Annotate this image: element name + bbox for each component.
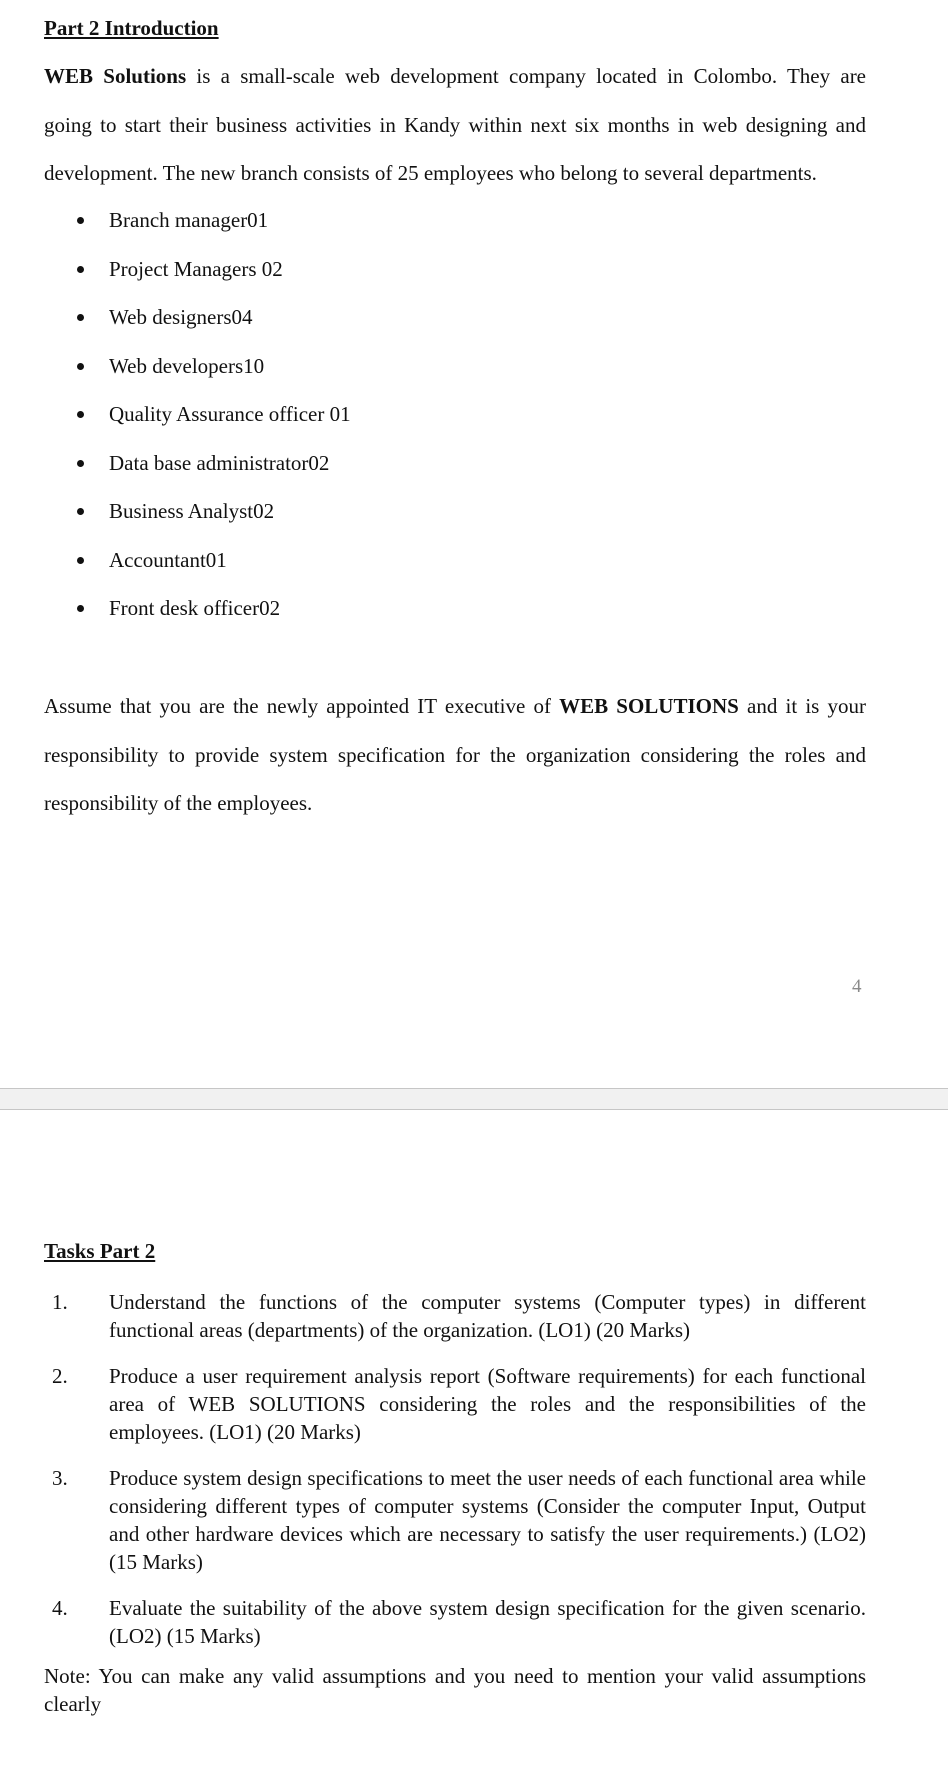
task-text: Produce system design specifications to meet the user needs of each functional area while considering different types of computer systems (Consider the computer Input, Output and other hardware devices which are necessary to satisfy the user requirements.) (LO2) (15 Marks): [109, 1466, 866, 1574]
page-number: 4: [852, 976, 862, 997]
tasks-list: [0, 1288, 866, 1668]
bullet-icon: [77, 605, 84, 612]
task-number: 3.: [52, 1466, 68, 1490]
section-heading-introduction: Part 2 Introduction: [44, 16, 219, 40]
task-number: 1.: [52, 1290, 68, 1314]
bullet-icon: [77, 266, 84, 273]
assume-line-3: responsibility of the employees.: [44, 791, 313, 815]
intro-line-1: WEB Solutions is a small-scale web development company located in Colombo. They are: [44, 64, 867, 88]
task-number: 2.: [52, 1364, 68, 1388]
list-item: [0, 1594, 866, 1650]
intro-paragraph: [44, 64, 866, 210]
bullet-icon: [77, 460, 84, 467]
page-separator: [0, 1088, 948, 1110]
bullet-icon: [77, 411, 84, 418]
intro-line-3: development. The new branch consists of 25 employees who belong to several departments.: [44, 161, 817, 185]
bullet-icon: [77, 557, 84, 564]
bullet-icon: [77, 363, 84, 370]
assumption-paragraph: [44, 694, 866, 840]
task-text: Produce a user requirement analysis report (Software requirements) for each functional area of WEB SOLUTIONS considering the roles and the responsibilities of the employees. (LO1) (20 Marks): [109, 1364, 866, 1444]
intro-line-2: going to start their business activities in Kandy within next six months in web designing and: [44, 112, 866, 137]
company-name-caps: WEB SOLUTIONS: [559, 694, 739, 718]
bullet-icon: [77, 314, 84, 321]
assumptions-note: Note: You can make any valid assumptions and you need to mention your valid assumptions clearly: [44, 1664, 866, 1716]
task-text: Understand the functions of the computer systems (Computer types) in different functional areas (departments) of the organization. (LO1) (20 Marks): [109, 1290, 866, 1342]
bullet-icon: [77, 217, 84, 224]
task-number: 4.: [52, 1596, 68, 1620]
bullet-icon: [77, 508, 84, 515]
list-item: [0, 1288, 866, 1344]
company-name: WEB Solutions: [44, 64, 187, 88]
list-item: [0, 1362, 866, 1446]
assume-line-2: responsibility to provide system specification for the organization considering the roles and: [44, 742, 866, 767]
assume-line-1: Assume that you are the newly appointed IT executive of WEB SOLUTIONS and it is your: [44, 694, 866, 718]
task-text: Evaluate the suitability of the above system design specification for the given scenario. (LO2) (15 Marks): [109, 1596, 866, 1648]
list-item: [0, 1464, 866, 1576]
section-heading-tasks: Tasks Part 2: [44, 1239, 156, 1263]
document-page-1: Part 2 Introduction WEB Solutions is a small-scale web development company located in Colombo. They are going to start their business activities in Kandy within next six months in web designing and development. The new branch consists of 25 employees who belong to several departments. Branch manager01 Project Managers 02 Web designers04 Web developers10 Quality Assurance officer 01 Data base administrator02 Business Analyst02 Accountant01 Front desk officer02 Assume that you are the newly appointed IT executive of WEB SOLUTIONS and it is your responsibility to provide system specification for the organization considering the roles and responsibility of the employees. 4: [0, 0, 948, 1088]
